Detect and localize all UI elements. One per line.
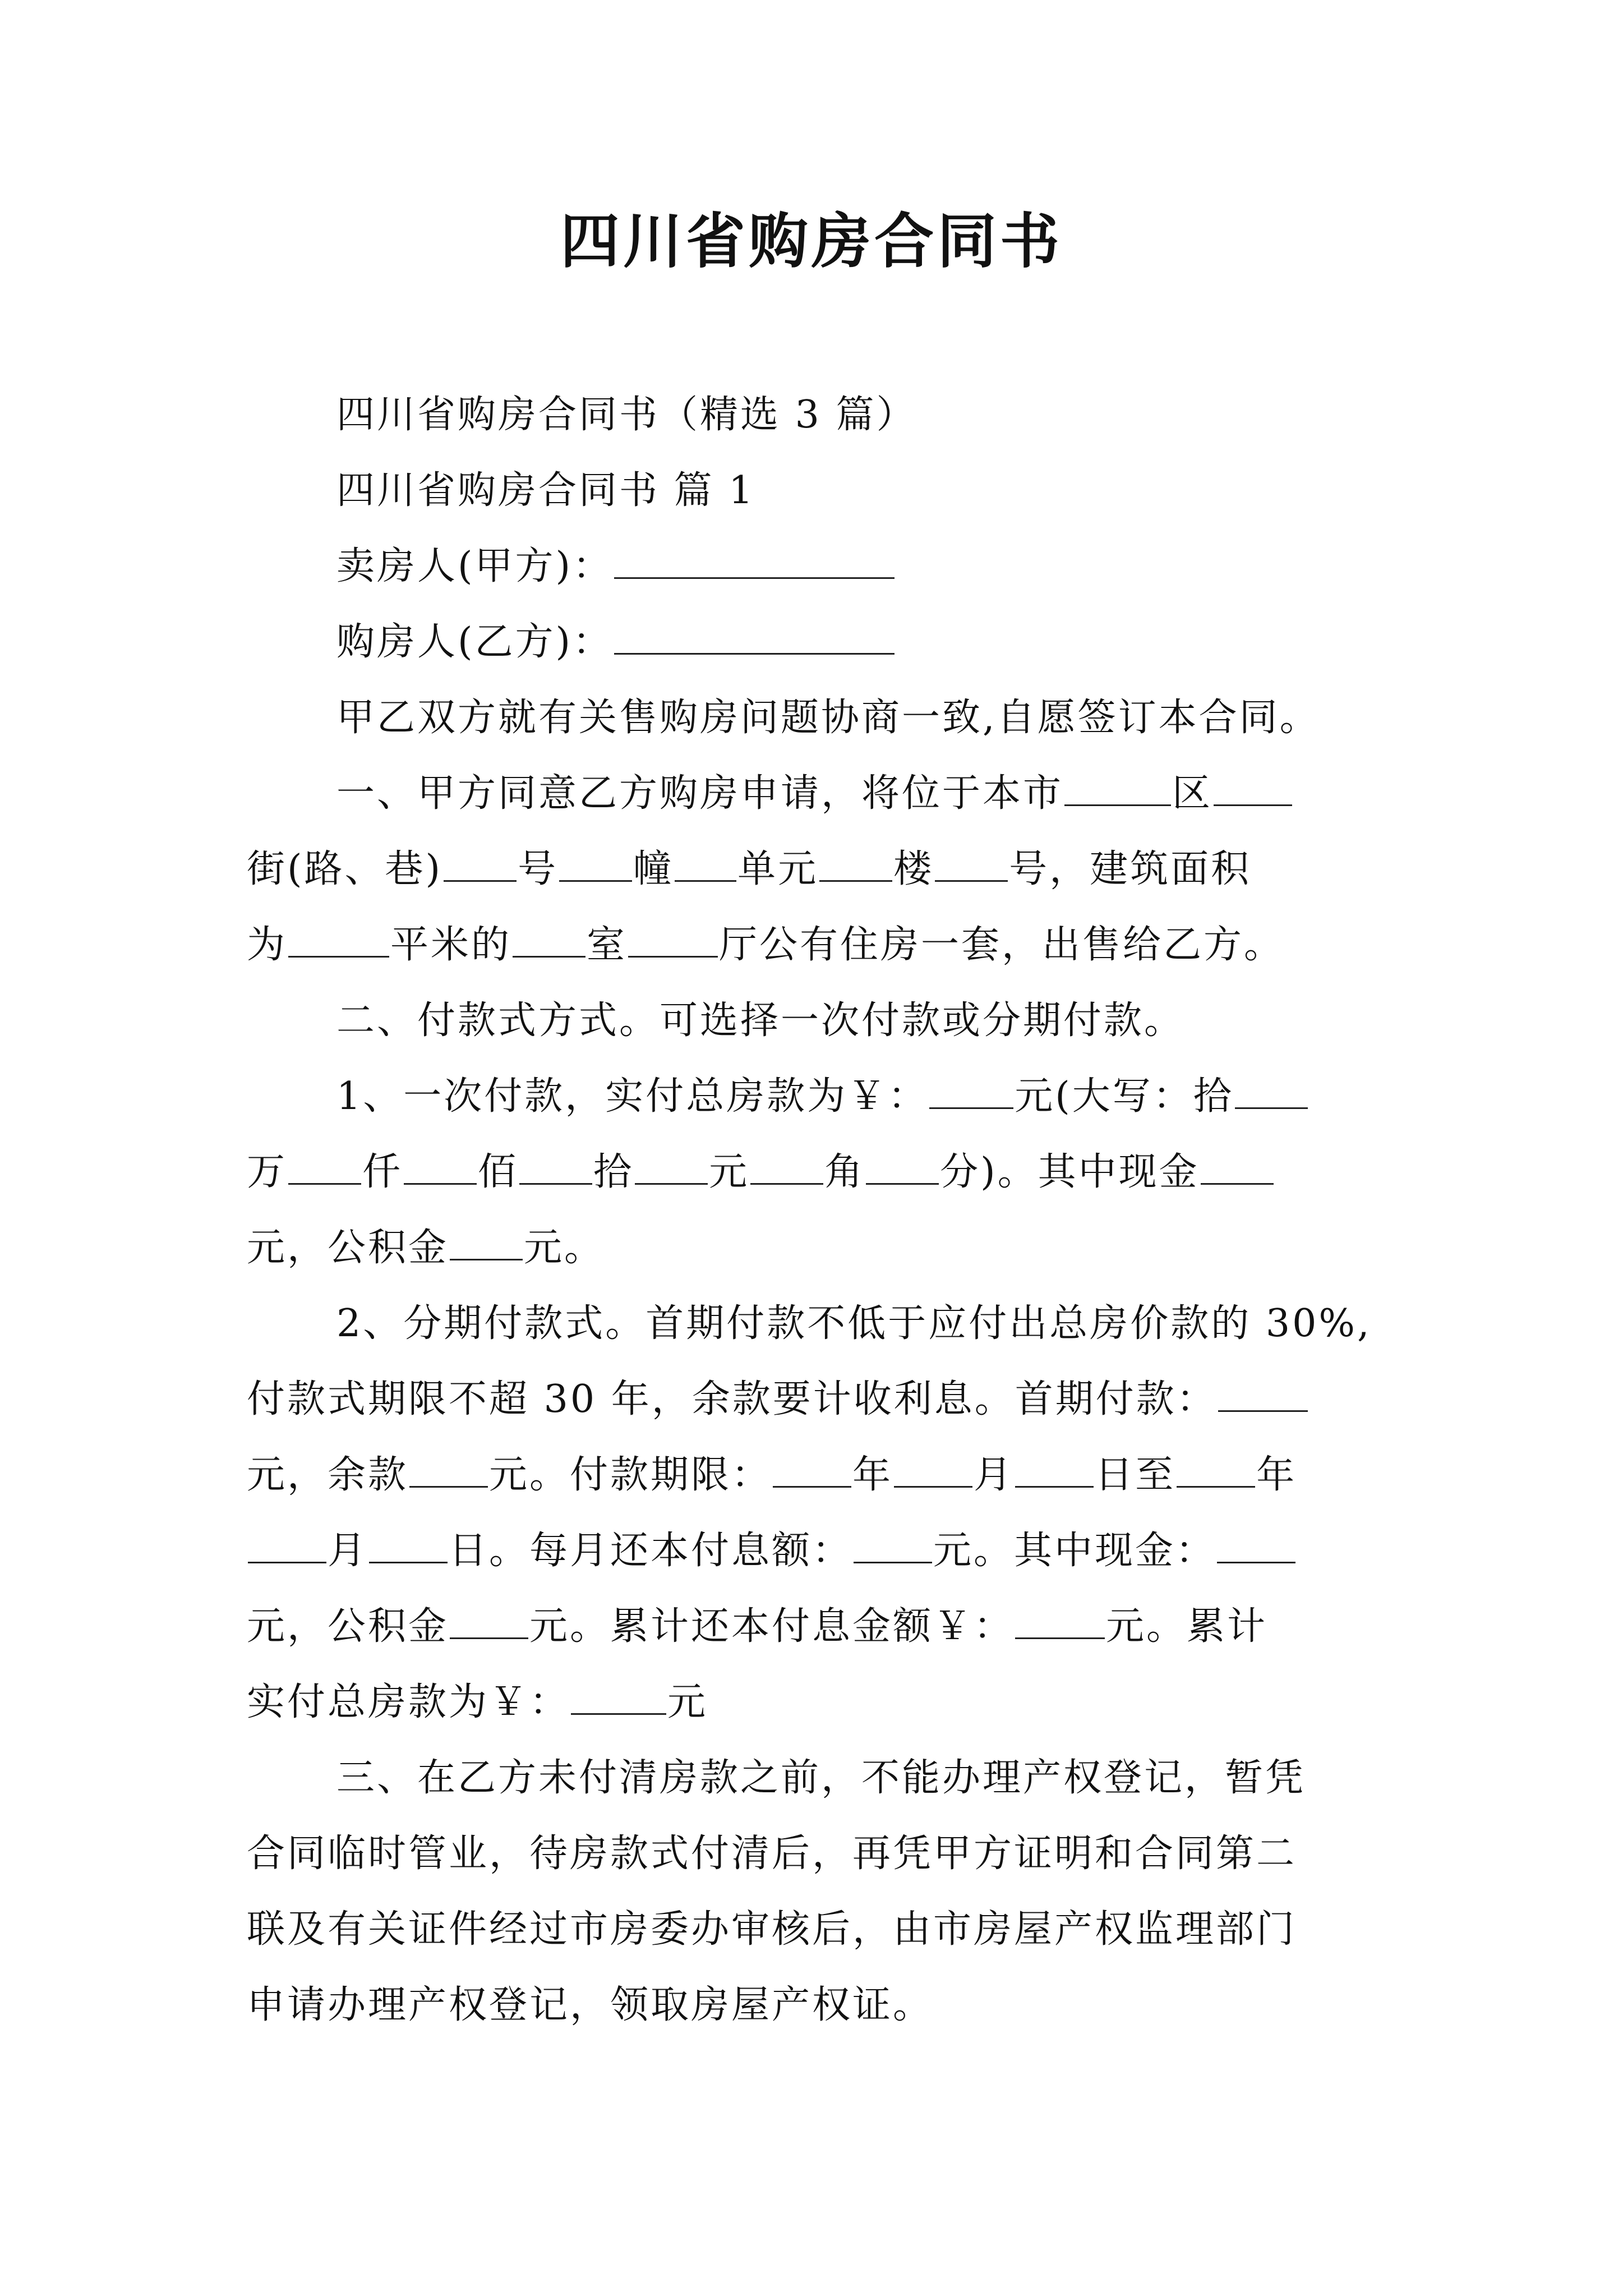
clause3-line1: 三、在乙方未付清房款之前，不能办理产权登记，暂凭 xyxy=(336,1756,1306,1800)
clause-text: 元，公积金 xyxy=(247,1226,449,1270)
clause2-2-line2 xyxy=(247,1372,1391,1428)
blank xyxy=(559,845,632,882)
blank xyxy=(675,845,736,882)
blank xyxy=(1218,1375,1308,1412)
blank xyxy=(1015,1603,1105,1639)
clause-text: 元 xyxy=(667,1680,708,1724)
buyer-line xyxy=(247,614,1481,670)
clause-text: 一、甲方同意乙方购房申请，将位于本市 xyxy=(336,771,1064,816)
clause1-line1 xyxy=(247,766,1481,822)
clause-text: 元。累计 xyxy=(1106,1604,1268,1649)
blank xyxy=(1015,1451,1094,1488)
clause-text: 单元 xyxy=(737,847,819,891)
clause-text: 号，建筑面积 xyxy=(1009,847,1252,891)
clause2-1-line1 xyxy=(247,1069,1481,1125)
clause-text: 幢 xyxy=(633,847,674,891)
clause1-line3 xyxy=(247,917,1391,973)
seller-label: 卖房人(甲方)： xyxy=(336,544,614,588)
blank xyxy=(571,1678,666,1715)
blank xyxy=(635,1148,708,1185)
clause-text: 佰 xyxy=(478,1150,519,1194)
clause3-line2: 合同临时管业，待房款式付清后，再凭甲方证明和合同第二 xyxy=(247,1832,1297,1876)
buyer-label: 购房人(乙方)： xyxy=(336,620,614,664)
blank xyxy=(1064,770,1171,806)
clause-text: 街(路、巷) xyxy=(247,847,443,891)
clause-text: 角 xyxy=(824,1150,865,1194)
clause2-2-line5 xyxy=(247,1599,1391,1655)
clause-text: 月 xyxy=(974,1453,1015,1497)
clause2-2-line6 xyxy=(247,1674,1391,1731)
clause2-2-line3 xyxy=(247,1447,1391,1503)
clause-text: 付款式期限不超 30 年，余款要计收利息。首期付款： xyxy=(247,1377,1217,1421)
blank xyxy=(773,1451,851,1488)
blank xyxy=(929,1073,1013,1109)
blank xyxy=(819,845,892,882)
section-heading: 四川省购房合同书 篇 1 xyxy=(336,468,755,513)
clause-text: 日至 xyxy=(1095,1453,1176,1497)
clause-text: 分)。其中现金 xyxy=(940,1150,1200,1194)
blank xyxy=(1235,1073,1308,1109)
clause-text: 日。每月还本付息额： xyxy=(449,1529,853,1573)
blank xyxy=(935,845,1008,882)
clause2-2-line1: 2、分期付款式。首期付款不低于应付出总房价款的 30%, xyxy=(336,1301,1372,1346)
clause-text: 仟 xyxy=(362,1150,403,1194)
clause-text: 元。累计还本付息金额￥： xyxy=(529,1604,1015,1649)
blank xyxy=(444,845,517,882)
seller-blank xyxy=(614,542,895,579)
blank xyxy=(369,1527,448,1563)
clause3-line4: 申请办理产权登记，领取房屋产权证。 xyxy=(247,1983,934,2027)
blank xyxy=(1214,770,1292,806)
clause-text: 平米的 xyxy=(390,923,512,967)
clause2-1-line3 xyxy=(247,1220,1391,1276)
clause-text: 室 xyxy=(587,923,628,967)
clause-text: 年 xyxy=(1256,1453,1297,1497)
blank xyxy=(750,1148,823,1185)
blank xyxy=(1177,1451,1255,1488)
clause-text: 元 xyxy=(709,1150,750,1194)
clause-text: 元，公积金 xyxy=(247,1604,449,1649)
clause2-2-line4 xyxy=(247,1523,1391,1579)
blank xyxy=(866,1148,939,1185)
buyer-blank xyxy=(614,618,895,655)
clause-text: 厅公有住房一套，出售给乙方。 xyxy=(719,923,1285,967)
blank xyxy=(450,1603,528,1639)
seller-line xyxy=(247,539,1481,595)
clause-text: 元。付款期限： xyxy=(489,1453,772,1497)
blank xyxy=(288,1148,361,1185)
clause-text: 元，余款 xyxy=(247,1453,409,1497)
clause-text: 月 xyxy=(328,1529,368,1573)
blank xyxy=(628,921,718,958)
clause2-1-line2 xyxy=(247,1144,1391,1200)
clause-text: 万 xyxy=(247,1150,288,1194)
blank xyxy=(513,921,585,958)
clause-text: 为 xyxy=(247,923,288,967)
blank xyxy=(409,1451,488,1488)
clause3-line3: 联及有关证件经过市房委办审核后，由市房屋产权监理部门 xyxy=(247,1907,1297,1952)
clause2-line: 二、付款式方式。可选择一次付款或分期付款。 xyxy=(336,999,1185,1043)
clause-text: 1、一次付款，实付总房款为￥： xyxy=(336,1074,929,1119)
clause-text: 区 xyxy=(1172,771,1213,816)
clause-text: 年 xyxy=(852,1453,893,1497)
blank xyxy=(894,1451,972,1488)
clause-text: 号 xyxy=(518,847,559,891)
blank xyxy=(1201,1148,1274,1185)
subtitle: 四川省购房合同书（精选 3 篇） xyxy=(336,393,917,437)
intro-line: 甲乙双方就有关售购房问题协商一致,自愿签订本合同。 xyxy=(336,696,1320,740)
clause-text: 楼 xyxy=(893,847,934,891)
blank xyxy=(248,1527,326,1563)
blank xyxy=(1217,1527,1295,1563)
blank xyxy=(854,1527,932,1563)
blank xyxy=(519,1148,592,1185)
clause-text: 元。其中现金： xyxy=(933,1529,1216,1573)
clause-text: 拾 xyxy=(593,1150,634,1194)
blank xyxy=(404,1148,477,1185)
document-title: 四川省购房合同书 xyxy=(560,206,1063,276)
clause-text: 元(大写：拾 xyxy=(1015,1074,1234,1119)
clause1-line2 xyxy=(247,841,1391,898)
blank xyxy=(450,1224,523,1260)
clause-text: 实付总房款为￥： xyxy=(247,1680,570,1724)
clause-text: 元。 xyxy=(524,1226,605,1270)
blank xyxy=(288,921,389,958)
